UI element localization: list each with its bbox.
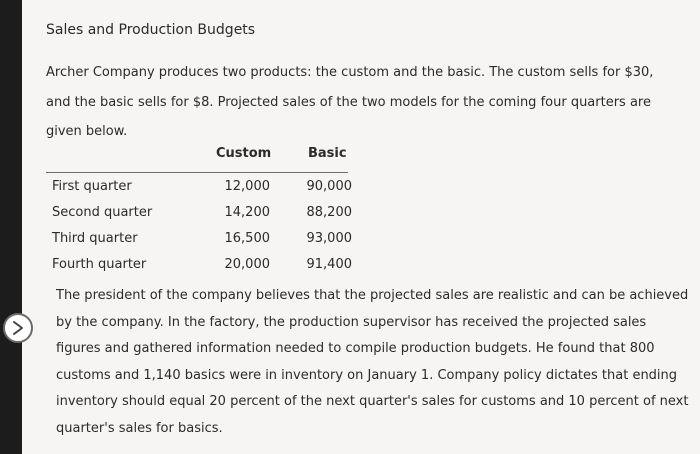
custom-value: 16,500 — [224, 231, 270, 246]
chevron-right-icon — [11, 320, 25, 336]
basic-value: 93,000 — [306, 231, 352, 246]
custom-value: 20,000 — [224, 257, 270, 272]
intro-line: and the basic sells for $8. Projected sales of the two models for the coming four quarters are — [46, 94, 651, 110]
row-label: Second quarter — [52, 205, 153, 220]
custom-value: 12,000 — [224, 179, 270, 194]
body-line: customs and 1,140 basics were in inventory on January 1. Company policy dictates that ending — [56, 367, 678, 383]
custom-value: 14,200 — [224, 205, 270, 220]
intro-paragraph — [46, 58, 676, 147]
body-line: by the company. In the factory, the production supervisor has received the projected sales — [56, 314, 647, 330]
header-divider — [46, 172, 348, 173]
row-label: Third quarter — [52, 231, 138, 246]
body-line: inventory should equal 20 percent of the next quarter's sales for customs and 10 percent of next — [56, 394, 689, 410]
document-page — [22, 0, 700, 454]
basic-value: 88,200 — [306, 205, 352, 220]
body-paragraph — [56, 283, 696, 443]
basic-value: 90,000 — [306, 179, 352, 194]
column-header-custom: Custom — [216, 146, 272, 161]
page-title: Sales and Production Budgets — [46, 22, 256, 38]
next-button[interactable] — [3, 313, 33, 343]
body-line: quarter's sales for basics. — [56, 420, 223, 436]
intro-line: Archer Company produces two products: the custom and the basic. The custom sells for $30, — [46, 65, 654, 80]
row-label: First quarter — [52, 179, 132, 194]
column-header-basic: Basic — [308, 146, 347, 161]
body-line: The president of the company believes that the projected sales are realistic and can be achieved — [56, 288, 689, 303]
row-label: Fourth quarter — [52, 257, 147, 272]
intro-line: given below. — [46, 124, 128, 139]
basic-value: 91,400 — [306, 257, 352, 272]
body-line: figures and gathered information needed to compile production budgets. He found that 800 — [56, 341, 655, 357]
